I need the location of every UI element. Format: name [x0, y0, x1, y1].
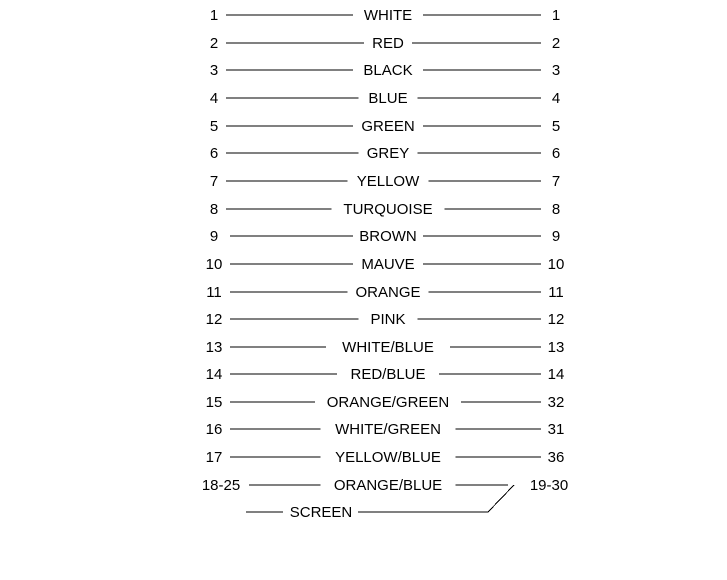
left-pin-label: 16: [205, 421, 223, 438]
right-pin-label: 11: [548, 284, 564, 301]
wire-row: [210, 173, 560, 190]
right-pin-label: 3: [551, 62, 561, 79]
left-pin-label: 10: [205, 256, 223, 273]
wire-color-label: BLACK: [363, 62, 413, 79]
left-pin-label: 11: [206, 284, 222, 301]
left-pin-label: 5: [209, 118, 219, 135]
wire-row: [206, 366, 565, 383]
wire-row: [206, 449, 565, 466]
screen-label: SCREEN: [289, 504, 353, 521]
wire-color-label: GREEN: [361, 118, 415, 135]
wire-color-label: MAUVE: [361, 256, 415, 273]
left-pin-label: 1: [209, 7, 219, 24]
wire-color-label: TURQUOISE: [343, 201, 433, 218]
wire-row: [210, 201, 560, 218]
right-pin-label: 2: [551, 35, 561, 52]
wire-row: [210, 90, 560, 107]
right-pin-label: 9: [551, 228, 561, 245]
right-pin-label: 13: [547, 339, 565, 356]
left-pin-label: 6: [209, 145, 219, 162]
wire-rows: [202, 7, 568, 494]
left-pin-label: 14: [205, 366, 223, 383]
wire-row: [206, 421, 565, 438]
right-pin-label: 8: [551, 201, 561, 218]
wire-color-label: WHITE/GREEN: [335, 421, 441, 438]
wire-row: [210, 228, 560, 245]
wire-color-label: BROWN: [359, 228, 417, 245]
right-pin-label: 7: [551, 173, 561, 190]
wire-color-label: BLUE: [368, 90, 408, 107]
right-pin-label: 5: [551, 118, 561, 135]
right-pin-label: 19-30: [529, 477, 569, 494]
wire-color-label: ORANGE/GREEN: [326, 394, 450, 411]
wire-color-label: WHITE/BLUE: [342, 339, 434, 356]
right-pin-label: 12: [547, 311, 565, 328]
wire-row: [206, 394, 565, 411]
wire-row: [206, 284, 564, 301]
left-pin-label: 2: [209, 35, 219, 52]
wire-color-label: RED/BLUE: [350, 366, 426, 383]
left-pin-label: 7: [209, 173, 219, 190]
wire-row: [210, 35, 560, 52]
wire-color-label: WHITE: [363, 7, 413, 24]
wire-row: [206, 339, 565, 356]
wire-row: [206, 311, 565, 328]
wire-color-label: ORANGE/BLUE: [333, 477, 443, 494]
left-pin-label: 8: [209, 201, 219, 218]
right-pin-label: 31: [547, 421, 565, 438]
left-pin-label: 12: [205, 311, 223, 328]
wire-color-label: GREY: [366, 145, 410, 162]
wire-row: [210, 62, 560, 79]
left-pin-label: 4: [209, 90, 219, 107]
right-pin-label: 6: [551, 145, 561, 162]
right-pin-label: 32: [547, 394, 565, 411]
wire-row: [210, 7, 560, 24]
wire-color-label: YELLOW/BLUE: [335, 449, 441, 466]
wire-color-label: RED: [372, 35, 404, 52]
wire-color-label: ORANGE: [355, 284, 421, 301]
left-pin-label: 15: [205, 394, 223, 411]
right-pin-label: 1: [551, 7, 561, 24]
left-pin-label: 3: [209, 62, 219, 79]
wire-row: [210, 145, 560, 162]
left-pin-label: 17: [205, 449, 223, 466]
wire-color-label: YELLOW: [356, 173, 420, 190]
left-pin-label: 9: [209, 228, 219, 245]
right-pin-label: 4: [551, 90, 561, 107]
right-pin-label: 10: [547, 256, 565, 273]
wire-color-label: PINK: [370, 311, 406, 328]
wire-row: [206, 256, 565, 273]
right-pin-label: 36: [547, 449, 565, 466]
right-pin-label: 14: [547, 366, 565, 383]
left-pin-label: 18-25: [201, 477, 241, 494]
wire-row: [210, 118, 560, 135]
left-pin-label: 13: [205, 339, 223, 356]
